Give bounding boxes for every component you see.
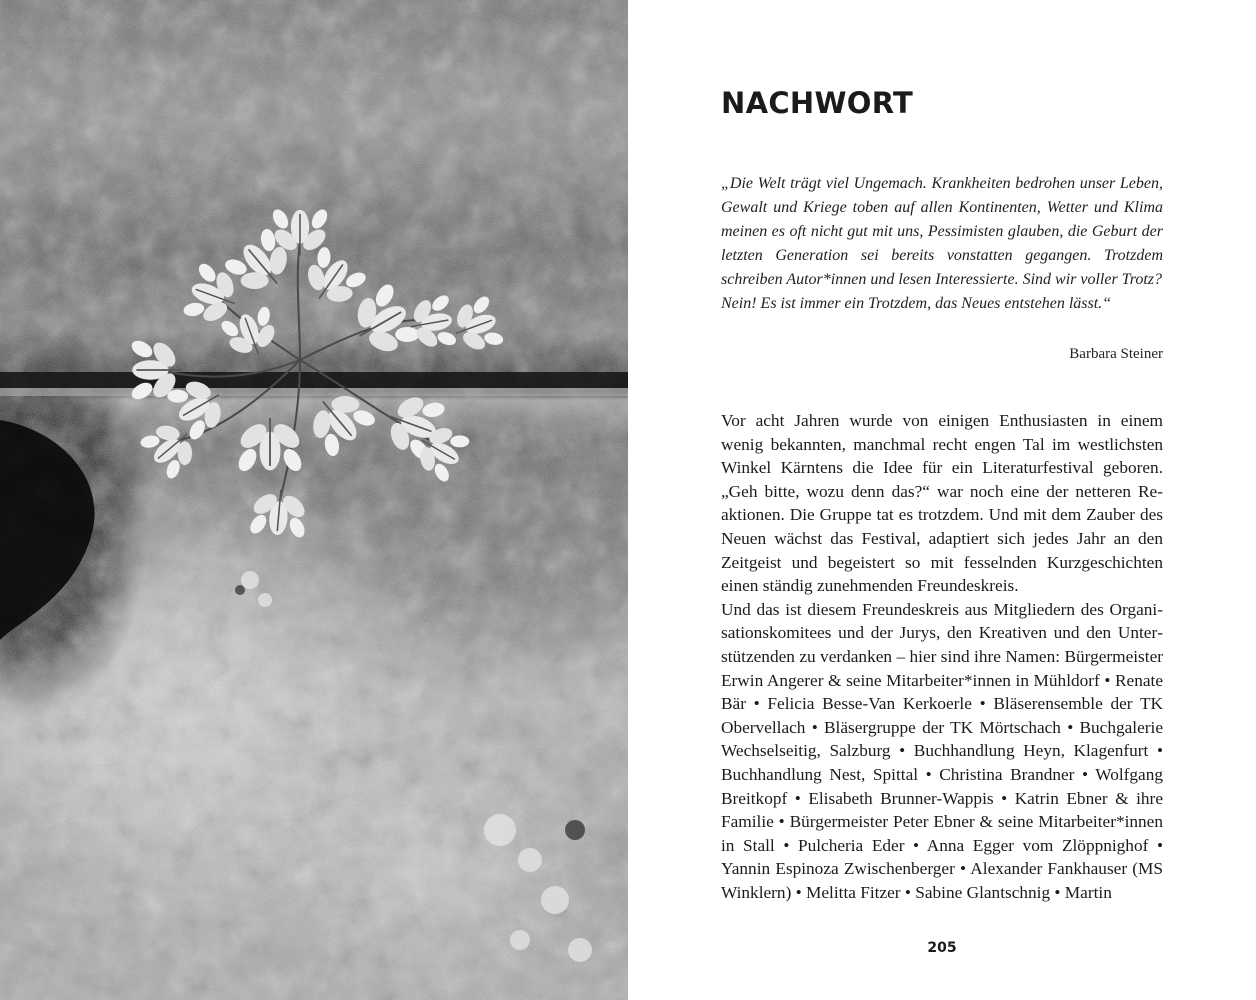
body-text (721, 409, 1163, 904)
quote-attribution: Barbara Steiner (1069, 346, 1163, 362)
page-number: 205 (927, 940, 957, 956)
quote-paragraph: „Die Welt trägt viel Ungemach. Krankheiten bedrohen unser Leben, Gewalt und Kriege toben auf allen Kontinenten, Wetter und Klima meinen es oft nicht gut mit uns, Pessimisten glauben, die Geburt der letzten Generation sei bereits vonstatten gegangen. Trotzdem schreiben Autor*innen und lesen Interessierte. Sind wir voller Trotz? (721, 175, 1163, 288)
text-page (628, 0, 1256, 1000)
body-paragraph: Vor acht Jahren wurde von einigen Enthusiasten in einem wenig bekannten, manchmal recht engen Tal im westlichsten Winkel Kärntens die Idee für ein Literaturfestival geboren. „Geh bitte, wozu denn das?“ war noch eine der netteren Reaktionen. Die Gruppe tat es trotzdem. Und mit dem Zauber des Neuen wächst das Festival, adaptiert sich jedes Jahr an den Zeitgeist und begeistert so mit fesselnden Kurzgeschichten einen ständig zunehmenden Freundeskreis. (721, 411, 1163, 596)
body-paragraph: Und das ist diesem Freundeskreis aus Mitgliedern des Organisationskomitees und der Jurys, den Kreativen und den Unterstützenden zu verdanken – hier sind ihre Namen: Bürgermeister Erwin Angerer & seine Mitarbeiter*innen in Mühldorf • Renate Bär • Felicia Besse-Van Kerkoerle • Bläserensemble der TK Obervellach • Bläsergruppe der TK Mörtschach • Buchgalerie Wechselseitig, Salzburg • Buchhandlung Heyn, Klagenfurt • Buchhandlung Nest, Spittal • Christina Brandner • Wolfgang Breitkopf • Elisabeth Brunner-Wappis • Katrin Ebner & ihre Familie • Bürgermeister Peter Ebner & seine Mitarbeiter*innen in Stall • Pulcheria Eder • Anna Egger vom Zlöppnighof • Yannin Espinoza Zwischenberger • Alexander Fankhauser (MS Winklern) • Melitta Fitzer • Sabine Glantschnig • Martin (721, 599, 1163, 902)
quote-paragraph: Nein! Es ist immer ein Trotzdem, das Neues entstehen lässt.“ (721, 295, 1112, 312)
epigraph-quote (721, 172, 1163, 316)
chapter-heading: NACHWORT (721, 86, 914, 120)
